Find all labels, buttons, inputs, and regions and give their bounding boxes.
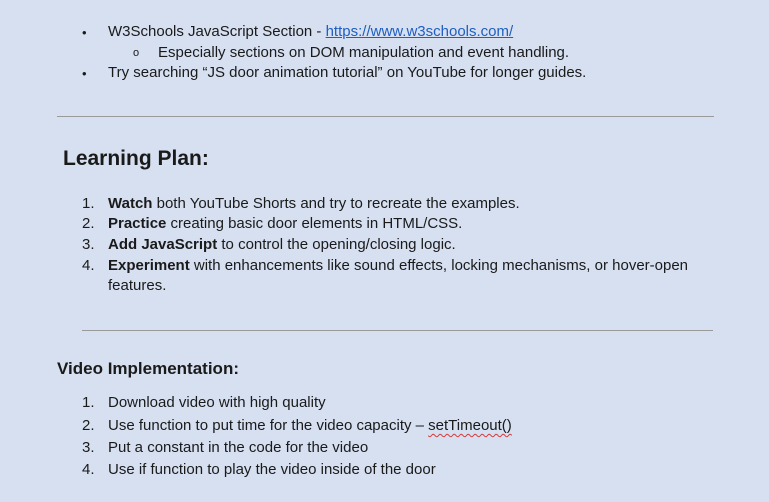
- list-number: 3.: [82, 236, 95, 253]
- video-implementation-heading: Video Implementation:: [57, 359, 239, 378]
- sub-bullet-marker: o: [133, 47, 140, 59]
- horizontal-divider: [82, 330, 713, 331]
- item-text: with enhancements like sound effects, locking mechanisms, or hover-open: [189, 257, 689, 274]
- item-keyword: Practice: [108, 215, 167, 232]
- video-item: Use if function to play the video inside of the door: [108, 461, 436, 478]
- list-number: 4.: [82, 461, 95, 478]
- learning-plan-item: [108, 256, 688, 276]
- video-item: Download video with high quality: [108, 394, 326, 411]
- video-item: Put a constant in the code for the video: [108, 439, 369, 456]
- list-number: 2.: [82, 215, 95, 232]
- item-keyword: Watch: [108, 195, 153, 212]
- list-number: 1.: [82, 195, 95, 212]
- w3schools-link[interactable]: https://www.w3schools.com/: [325, 23, 514, 40]
- horizontal-divider: [57, 116, 714, 117]
- item-text: Use function to put time for the video capacity –: [108, 417, 429, 434]
- learning-plan-item: [108, 235, 456, 255]
- list-number: 1.: [82, 394, 95, 411]
- resource-sub-item: Especially sections on DOM manipulation and event handling.: [158, 44, 570, 61]
- list-number: 3.: [82, 439, 95, 456]
- item-text: creating basic door elements in HTML/CSS.: [166, 215, 463, 232]
- item-keyword: Experiment: [108, 257, 190, 274]
- resource-item-prefix: W3Schools JavaScript Section -: [108, 23, 326, 40]
- bullet-marker: •: [82, 25, 87, 40]
- learning-plan-item: [108, 194, 520, 214]
- video-item: [108, 416, 512, 436]
- learning-plan-heading: Learning Plan:: [63, 147, 209, 170]
- learning-plan-item-continuation: features.: [108, 277, 167, 294]
- learning-plan-item: [108, 214, 462, 234]
- bullet-marker: •: [82, 66, 87, 81]
- resource-item-w3schools: [108, 22, 513, 42]
- item-keyword: Add JavaScript: [108, 236, 218, 253]
- list-number: 4.: [82, 257, 95, 274]
- item-text: both YouTube Shorts and try to recreate the examples.: [152, 195, 520, 212]
- list-number: 2.: [82, 417, 95, 434]
- item-text: to control the opening/closing logic.: [217, 236, 456, 253]
- resource-item-youtube: Try searching “JS door animation tutorial” on YouTube for longer guides.: [108, 64, 587, 81]
- spellcheck-flagged-word[interactable]: setTimeout(): [428, 417, 512, 434]
